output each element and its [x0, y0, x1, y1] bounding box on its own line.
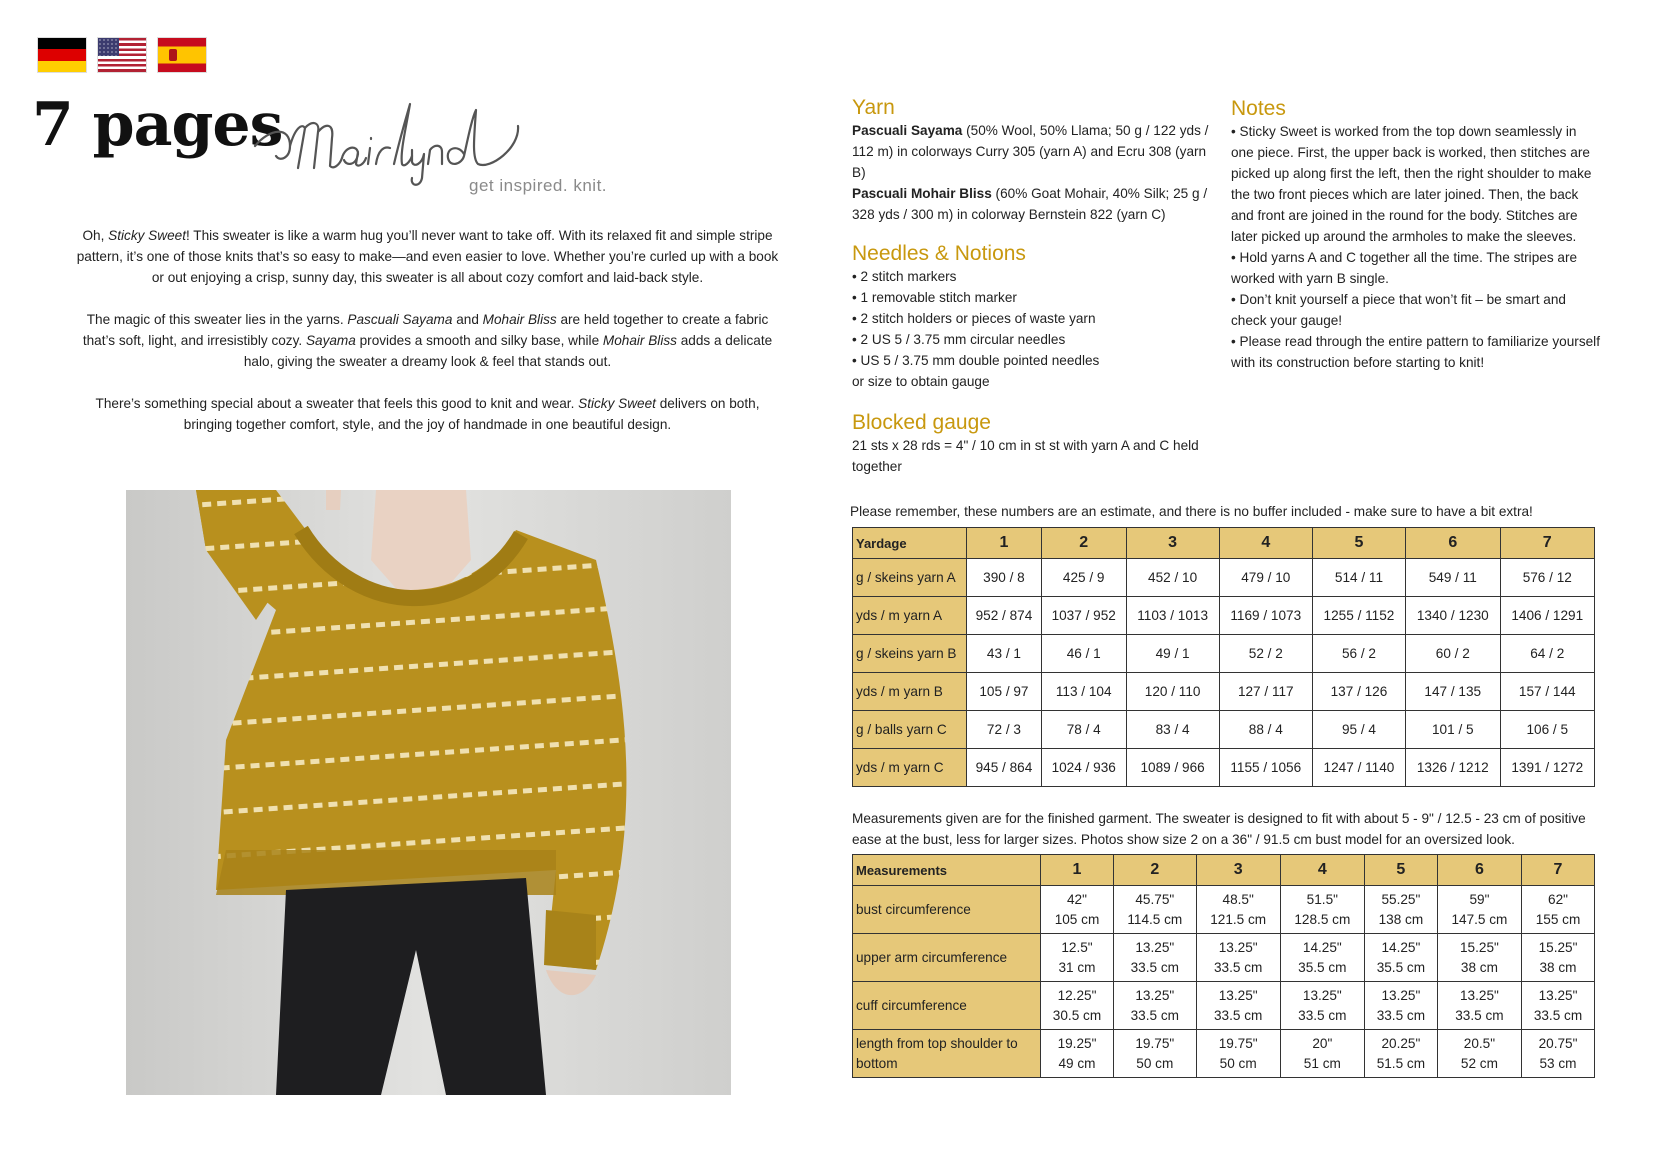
measurements-row-label: bust circumference [853, 886, 1041, 934]
intro-paragraph-1 [70, 225, 785, 288]
yardage-cell: 479 / 10 [1219, 559, 1312, 597]
yardage-row-label: yds / m yarn A [853, 597, 967, 635]
yardage-cell: 127 / 117 [1219, 673, 1312, 711]
yardage-cell: 120 / 110 [1126, 673, 1219, 711]
measurement-cm: 31 cm [1058, 959, 1096, 975]
measurements-cell [1280, 982, 1364, 1030]
yardage-cell: 83 / 4 [1126, 711, 1219, 749]
measurements-row [853, 982, 1595, 1030]
measurement-inches: 15.25" [1460, 939, 1499, 955]
needles-item: • 2 stitch holders or pieces of waste yarn [852, 311, 1096, 326]
yardage-cell: 549 / 11 [1406, 559, 1500, 597]
yardage-header-cell: 4 [1219, 528, 1312, 559]
yarn-item-2 [852, 183, 1222, 225]
pages-count-title: 7 pages [32, 90, 283, 160]
yarn-heading: Yarn [852, 96, 895, 119]
yardage-header-cell: Yardage [853, 528, 967, 559]
measurement-inches: 19.75" [1135, 1035, 1175, 1051]
needles-item: • 2 US 5 / 3.75 mm circular needles [852, 332, 1066, 347]
yardage-row [853, 711, 1595, 749]
yardage-row-label: yds / m yarn B [853, 673, 967, 711]
measurements-cell [1280, 886, 1364, 934]
measurements-cell [1522, 982, 1595, 1030]
measurement-inches: 62" [1548, 891, 1568, 907]
measurement-inches: 14.25" [1302, 939, 1342, 955]
measurement-cm: 33.5 cm [1376, 1007, 1426, 1023]
measurement-inches: 13.25" [1302, 987, 1342, 1003]
intro-text-segment: are held together to create a fabric that’s soft, light, and irresistibly cozy. [82, 312, 769, 348]
notes-item: • Sticky Sweet is worked from the top down seamlessly in one piece. First, the upper back is worked, then stitches are picked up along first the left, then the right shoulder to make the two front pieces which are later joined. Then, the back and front are joined in the round for the body. Stitches are later picked up around the armholes to make the sleeves. [1231, 124, 1592, 244]
measurement-inches: 13.25" [1135, 987, 1175, 1003]
measurements-cell [1437, 934, 1521, 982]
intro-text-segment: and [452, 312, 483, 327]
yardage-cell: 106 / 5 [1500, 711, 1594, 749]
intro-paragraph-3 [70, 393, 785, 435]
yardage-cell: 1169 / 1073 [1219, 597, 1312, 635]
measurement-inches: 20" [1312, 1035, 1333, 1051]
intro-text [70, 225, 785, 456]
gauge-section [852, 411, 1222, 477]
measurement-inches: 51.5" [1306, 891, 1338, 907]
yardage-header-cell: 6 [1406, 528, 1500, 559]
needles-item: • 2 stitch markers [852, 269, 957, 284]
measurement-inches: 20.25" [1381, 1035, 1421, 1051]
measurement-inches: 55.25" [1381, 891, 1421, 907]
needles-item: or size to obtain gauge [852, 374, 990, 389]
intro-text-segment: Mohair Bliss [602, 333, 677, 348]
yardage-row-label: g / skeins yarn B [853, 635, 967, 673]
yardage-note: Please remember, these numbers are an estimate, and there is no buffer included - make sure to have a bit extra! [850, 504, 1533, 519]
yarn-item-1-name: Pascuali Sayama [852, 123, 963, 138]
measurements-cell [1196, 1030, 1280, 1078]
measurement-inches: 13.25" [1218, 939, 1258, 955]
measurements-header-cell: 1 [1041, 855, 1114, 886]
yardage-table [852, 527, 1595, 787]
yardage-cell: 514 / 11 [1312, 559, 1405, 597]
yardage-row [853, 597, 1595, 635]
yardage-cell: 60 / 2 [1406, 635, 1500, 673]
measurement-inches: 59" [1469, 891, 1490, 907]
yardage-cell: 452 / 10 [1126, 559, 1219, 597]
notes-heading: Notes [1231, 97, 1286, 120]
yardage-cell: 56 / 2 [1312, 635, 1405, 673]
yardage-cell: 1089 / 966 [1126, 749, 1219, 787]
intro-paragraph-2 [70, 309, 785, 372]
needles-item: • 1 removable stitch marker [852, 290, 1017, 305]
measurement-cm: 128.5 cm [1294, 911, 1351, 927]
measurements-cell [1437, 982, 1521, 1030]
measurement-cm: 38 cm [1460, 959, 1498, 975]
intro-text-segment: adds a delicate halo, giving the sweater a dreamy look & feel that stands out. [243, 333, 773, 369]
yardage-cell: 78 / 4 [1041, 711, 1126, 749]
measurement-cm: 33.5 cm [1298, 1007, 1347, 1023]
measurement-inches: 14.25" [1381, 939, 1421, 955]
measurements-cell [1364, 982, 1437, 1030]
measurements-cell [1364, 886, 1437, 934]
measurement-cm: 49 cm [1058, 1055, 1096, 1071]
measurement-cm: 114.5 cm [1127, 911, 1183, 927]
measurement-inches: 19.75" [1218, 1035, 1258, 1051]
yardage-header-cell: 3 [1126, 528, 1219, 559]
needles-heading: Needles & Notions [852, 242, 1026, 265]
measurements-note: Measurements given are for the finished garment. The sweater is designed to fit with about 5 - 9" / 12.5 - 23 cm of positive ease at the bust, less for larger sizes. Photos show size 2 on a 36" / 91.5 cm bust model for an oversized look. [852, 811, 1586, 847]
yardage-cell: 1155 / 1056 [1219, 749, 1312, 787]
measurement-inches: 45.75" [1135, 891, 1175, 907]
measurements-cell [1280, 934, 1364, 982]
yardage-cell: 425 / 9 [1041, 559, 1126, 597]
mairlynd-logo [250, 98, 570, 188]
yardage-row-label: g / skeins yarn A [853, 559, 967, 597]
measurement-cm: 30.5 cm [1052, 1007, 1102, 1023]
intro-text-segment: The magic of this sweater lies in the yarns. [86, 312, 348, 327]
yardage-header-row [853, 528, 1595, 559]
measurement-inches: 20.5" [1463, 1035, 1496, 1051]
yardage-header-cell: 2 [1041, 528, 1126, 559]
measurements-cell [1364, 934, 1437, 982]
yardage-cell: 43 / 1 [967, 635, 1042, 673]
measurement-cm: 38 cm [1539, 959, 1577, 975]
yardage-cell: 46 / 1 [1041, 635, 1126, 673]
measurements-cell [1522, 886, 1595, 934]
measurements-row [853, 886, 1595, 934]
intro-text-segment: Sticky Sweet [578, 396, 656, 411]
language-flags [37, 37, 207, 73]
yardage-cell: 101 / 5 [1406, 711, 1500, 749]
measurement-inches: 15.25" [1538, 939, 1578, 955]
measurements-row-label: length from top shoulder to bottom [853, 1030, 1041, 1078]
measurement-cm: 51.5 cm [1376, 1055, 1426, 1071]
measurement-cm: 147.5 cm [1451, 911, 1508, 927]
measurement-cm: 51 cm [1303, 1055, 1341, 1071]
measurement-inches: 13.25" [1538, 987, 1578, 1003]
gauge-text: 21 sts x 28 rds = 4" / 10 cm in st st with yarn A and C held together [852, 438, 1199, 474]
yarn-item-1-text: (50% Wool, 50% Llama; 50 g / 122 yds / 112 m) in colorways Curry 305 (yarn A) and Ecru 308 (yarn B) [852, 123, 1209, 180]
yardage-cell: 137 / 126 [1312, 673, 1405, 711]
yardage-cell: 72 / 3 [967, 711, 1042, 749]
flag-usa-icon[interactable] [97, 37, 147, 73]
intro-text-segment: There’s something special about a sweater that feels this good to knit and wear. [95, 396, 579, 411]
intro-text-segment: Oh, [82, 228, 109, 243]
yardage-row [853, 559, 1595, 597]
yardage-cell: 64 / 2 [1500, 635, 1594, 673]
yardage-cell: 945 / 864 [967, 749, 1042, 787]
yarn-item-1 [852, 120, 1222, 183]
measurements-cell [1196, 886, 1280, 934]
yardage-row [853, 749, 1595, 787]
intro-text-segment: ! This sweater is like a warm hug you’ll never want to take off. With its relaxed fit and simple stripe pattern, it’s one of those knits that’s so easy to make—and even easier to love. Whether you’re curled up with a book or out enjoying a crisp, sunny day, this sweater is all about cozy comfort and laid-back style. [76, 228, 779, 285]
yardage-row [853, 673, 1595, 711]
yardage-cell: 1103 / 1013 [1126, 597, 1219, 635]
measurements-header-cell: 2 [1113, 855, 1196, 886]
gauge-heading: Blocked gauge [852, 411, 991, 434]
yardage-cell: 390 / 8 [967, 559, 1042, 597]
measurement-cm: 35.5 cm [1298, 959, 1347, 975]
measurement-cm: 33.5 cm [1130, 1007, 1179, 1023]
notes-item: • Hold yarns A and C together all the time. The stripes are worked with yarn B single. [1231, 250, 1578, 286]
measurement-inches: 19.25" [1057, 1035, 1097, 1051]
intro-text-segment: Pascuali Sayama [347, 312, 453, 327]
measurements-cell [1041, 934, 1114, 982]
yardage-cell: 952 / 874 [967, 597, 1042, 635]
measurement-inches: 48.5" [1222, 891, 1254, 907]
yardage-cell: 576 / 12 [1500, 559, 1594, 597]
measurement-cm: 33.5 cm [1455, 1007, 1504, 1023]
flag-germany-icon[interactable] [37, 37, 87, 73]
measurements-cell [1196, 934, 1280, 982]
yardage-cell: 88 / 4 [1219, 711, 1312, 749]
intro-text-segment: Mohair Bliss [482, 312, 557, 327]
yardage-cell: 157 / 144 [1500, 673, 1594, 711]
notes-item: • Don’t knit yourself a piece that won’t fit – be smart and check your gauge! [1231, 292, 1566, 328]
yarn-item-2-text: (60% Goat Mohair, 40% Silk; 25 g / 328 yds / 300 m) in colorway Bernstein 822 (yarn C) [852, 186, 1208, 222]
yardage-header-cell: 5 [1312, 528, 1405, 559]
yardage-row [853, 635, 1595, 673]
measurement-inches: 13.25" [1460, 987, 1499, 1003]
measurement-cm: 121.5 cm [1210, 911, 1267, 927]
needles-list [852, 266, 1222, 392]
measurements-cell [1196, 982, 1280, 1030]
measurement-cm: 105 cm [1054, 911, 1100, 927]
measurements-cell [1113, 934, 1196, 982]
measurements-cell [1041, 886, 1114, 934]
yarn-item-2-name: Pascuali Mohair Bliss [852, 186, 992, 201]
yardage-cell: 49 / 1 [1126, 635, 1219, 673]
measurement-cm: 35.5 cm [1376, 959, 1426, 975]
yardage-header-cell: 1 [967, 528, 1042, 559]
yardage-cell: 147 / 135 [1406, 673, 1500, 711]
measurements-header-cell: 7 [1522, 855, 1595, 886]
yardage-cell: 1024 / 936 [1041, 749, 1126, 787]
measurement-cm: 33.5 cm [1214, 959, 1263, 975]
yarn-section [852, 96, 1222, 225]
measurements-row [853, 1030, 1595, 1078]
measurements-row-label: cuff circumference [853, 982, 1041, 1030]
sweater-photo [126, 490, 731, 1095]
measurement-cm: 50 cm [1136, 1055, 1174, 1071]
intro-text-segment: delivers on both, bringing together comfort, style, and the joy of handmade in one beautiful design. [183, 396, 760, 432]
measurement-cm: 33.5 cm [1533, 1007, 1583, 1023]
measurements-header-cell: 3 [1196, 855, 1280, 886]
measurements-row [853, 934, 1595, 982]
yardage-cell: 1255 / 1152 [1312, 597, 1405, 635]
yardage-cell: 1326 / 1212 [1406, 749, 1500, 787]
measurement-cm: 50 cm [1219, 1055, 1257, 1071]
measurement-cm: 155 cm [1535, 911, 1581, 927]
yardage-cell: 1340 / 1230 [1406, 597, 1500, 635]
measurement-inches: 13.25" [1218, 987, 1258, 1003]
measurements-cell [1113, 982, 1196, 1030]
measurement-inches: 13.25" [1135, 939, 1175, 955]
measurements-row-label: upper arm circumference [853, 934, 1041, 982]
measurement-cm: 33.5 cm [1130, 959, 1179, 975]
measurements-header-cell: 4 [1280, 855, 1364, 886]
measurements-header-cell: 5 [1364, 855, 1437, 886]
measurements-cell [1113, 1030, 1196, 1078]
needles-item: • US 5 / 3.75 mm double pointed needles [852, 353, 1100, 368]
intro-text-segment: Sticky Sweet [108, 228, 186, 243]
yardage-cell: 1406 / 1291 [1500, 597, 1594, 635]
intro-text-segment: provides a smooth and silky base, while [355, 333, 603, 348]
notes-section [1231, 97, 1601, 373]
measurements-cell [1522, 1030, 1595, 1078]
measurements-cell [1437, 1030, 1521, 1078]
measurements-cell [1522, 934, 1595, 982]
yardage-header-cell: 7 [1500, 528, 1594, 559]
measurements-header-row [853, 855, 1595, 886]
yardage-cell: 95 / 4 [1312, 711, 1405, 749]
measurements-cell [1437, 886, 1521, 934]
measurement-inches: 12.25" [1057, 987, 1097, 1003]
measurements-table [852, 854, 1595, 1078]
yardage-cell: 1247 / 1140 [1312, 749, 1405, 787]
notes-list [1231, 121, 1601, 373]
measurement-inches: 20.75" [1538, 1035, 1578, 1051]
measurements-cell [1041, 1030, 1114, 1078]
notes-item: • Please read through the entire pattern to familiarize yourself with its construction before starting to knit! [1231, 334, 1600, 370]
measurement-cm: 33.5 cm [1214, 1007, 1263, 1023]
measurement-inches: 42" [1067, 891, 1087, 907]
logo-tagline: get inspired. knit. [469, 176, 608, 195]
needles-section [852, 242, 1222, 392]
measurements-cell [1280, 1030, 1364, 1078]
yardage-cell: 1037 / 952 [1041, 597, 1126, 635]
yardage-row-label: g / balls yarn C [853, 711, 967, 749]
measurement-cm: 138 cm [1378, 911, 1424, 927]
measurements-cell [1041, 982, 1114, 1030]
flag-spain-icon[interactable] [157, 37, 207, 73]
measurements-cell [1364, 1030, 1437, 1078]
measurement-cm: 52 cm [1460, 1055, 1498, 1071]
measurement-inches: 13.25" [1381, 987, 1421, 1003]
measurements-cell [1113, 886, 1196, 934]
measurements-header-cell: 6 [1437, 855, 1521, 886]
yardage-row-label: yds / m yarn C [853, 749, 967, 787]
yardage-cell: 105 / 97 [967, 673, 1042, 711]
measurements-header-cell: Measurements [853, 855, 1041, 886]
measurement-cm: 53 cm [1539, 1055, 1577, 1071]
yardage-cell: 52 / 2 [1219, 635, 1312, 673]
intro-text-segment: Sayama [305, 333, 356, 348]
measurement-inches: 12.5" [1061, 939, 1093, 955]
yardage-cell: 1391 / 1272 [1500, 749, 1594, 787]
yardage-cell: 113 / 104 [1041, 673, 1126, 711]
